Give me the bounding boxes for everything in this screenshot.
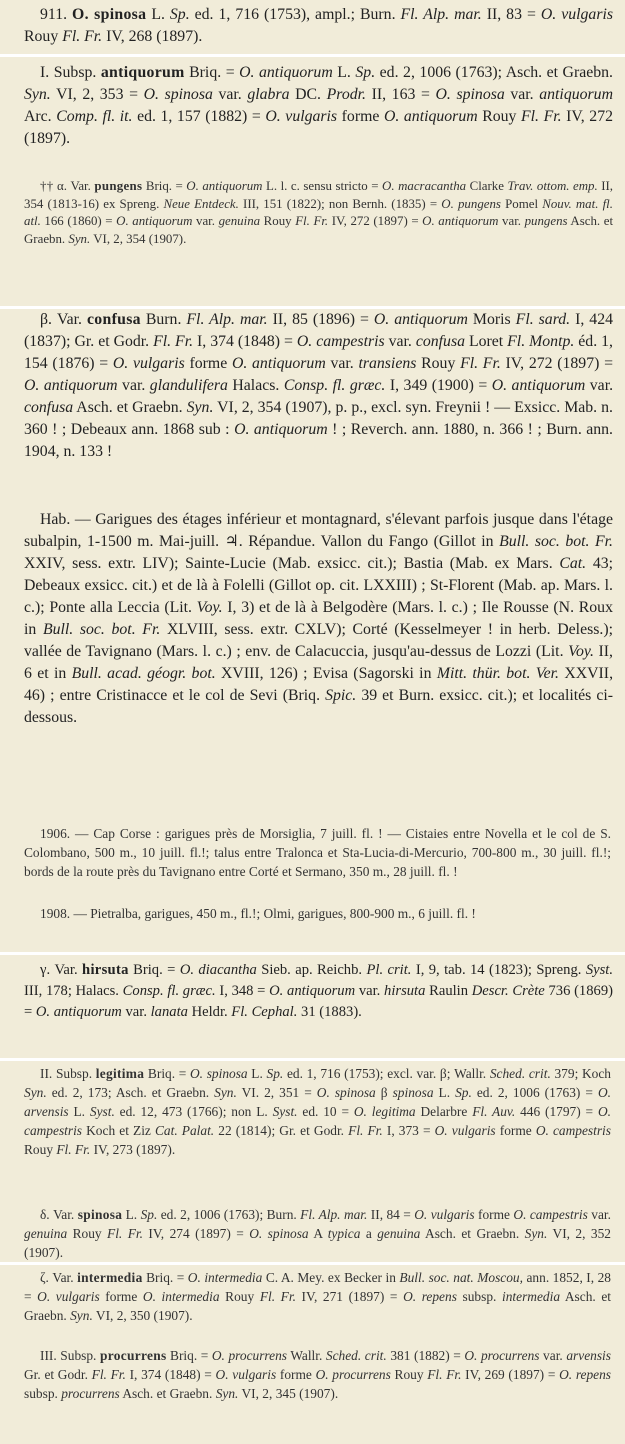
text-run: VI, 2, 350 (1907). [92, 1308, 193, 1323]
italic-citation: Fl. Fr. [427, 1367, 462, 1382]
italic-citation: Fl. Alp. mar. [400, 6, 482, 23]
italic-citation: Pl. crit. [366, 962, 412, 978]
italic-citation: Bull. soc. nat. Moscou, [399, 1270, 523, 1285]
text-run: VI, 2, 354 (1907). [90, 231, 187, 246]
italic-citation: O. pungens [441, 196, 501, 211]
text-run: var. [384, 333, 416, 350]
paragraph [24, 309, 613, 463]
italic-citation: Sp. [140, 1207, 158, 1222]
taxon-name: pungens [94, 179, 143, 193]
italic-citation: Fl. Fr. [62, 28, 103, 45]
text-run: XLVIII, sess. extr. CXLV); Corté (Kesselmeyer ! in herb. Deless.); vallée de Tavignano (Mars. l. c.) ; env. de Calacuccia, jusqu'au-dessus de Lozzi (Lit. [24, 621, 613, 660]
text-run: Asch. et Graebn. [24, 214, 614, 246]
italic-citation: O. procurrens [464, 1348, 540, 1363]
paragraph [24, 824, 611, 881]
text-run: I, 9, tab. 14 (1823); Spreng. [411, 962, 586, 978]
italic-citation: Fl. Fr. [348, 1123, 383, 1138]
text-run: 381 (1882) = [386, 1348, 465, 1363]
italic-citation: Descr. Crète [471, 983, 545, 999]
italic-citation: Fl. Cephal. [231, 1004, 298, 1020]
italic-citation: Bull. acad. géogr. bot. [71, 665, 216, 682]
italic-citation: hirsuta [384, 983, 426, 999]
italic-citation: Fl. Fr. [153, 333, 194, 350]
italic-citation: Syst. [272, 1104, 298, 1119]
text-run: forme [495, 1123, 536, 1138]
italic-citation: Consp. fl. græc. [122, 983, 216, 999]
text-run: éd. 1, 154 (1876) = [24, 333, 613, 372]
text-run: VI. 2, 351 = [236, 1085, 317, 1100]
italic-citation: Sp. [266, 1066, 284, 1081]
italic-citation: confusa [24, 399, 74, 416]
taxon-name: O. spinosa [72, 6, 147, 23]
italic-citation: Bull. soc. bot. Fr. [499, 533, 613, 550]
text-run: L. l. c. sensu stricto = [262, 179, 383, 193]
italic-citation: O. intermedia [142, 1289, 220, 1304]
italic-citation: O. antiquorum [383, 108, 478, 125]
italic-citation: O. procurrens [315, 1367, 391, 1382]
italic-citation: O. campestris [296, 333, 385, 350]
text-run: I, 349 (1900) = [385, 377, 492, 394]
text-run: Asch. et Graebn. [73, 399, 187, 416]
italic-citation: O. macracantha [382, 179, 467, 193]
text-run: II, 84 = [367, 1207, 415, 1222]
text-run: VI, 2, 352 (1907). [24, 1226, 611, 1260]
text-run: Briq. = [144, 1066, 190, 1081]
text-run: Moris [467, 311, 516, 328]
text-run: ed. 1, 716 (1753); excl. var. β; Wallr. [283, 1066, 490, 1081]
italic-citation: O. antiquorum [239, 64, 333, 81]
divider [0, 952, 625, 955]
italic-citation: lanata [150, 1004, 188, 1020]
text-run: Asch. et Graebn. [420, 1226, 525, 1241]
taxon-name: confusa [86, 311, 141, 328]
italic-citation: Syst. [585, 962, 613, 978]
text-run: 911. [40, 6, 73, 23]
var-confusa [0, 309, 625, 463]
text-run: γ. Var. [40, 962, 83, 978]
text-run: II, 354 (1813-16) ex Spreng. [24, 179, 614, 211]
text-run: 31 (1883). [297, 1004, 362, 1020]
text-run: Briq. = [128, 962, 180, 978]
text-run: 1906. — Cap Corse : garigues près de Morsiglia, 7 juill. fl. ! — Cistaies entre Novella et le col de S. Colombano, 500 m., 10 juill. fl.!; talus entre Tralonca et Sta-Lucia-di-Mercurio, 700-800 m., 30 juill. fl.!; bords de la route près du Tavignano entre Corté et Sermano, 350 m., 28 juill. fl. ! [24, 826, 611, 879]
text-run: III. Subsp. [40, 1348, 100, 1363]
text-run: 43; Debeaux exsicc. cit.) et de là à Folelli (Gillot op. cit. LXXIII) ; St-Florent (Mab. ap. Mars. l. c.); Ponte alla Leccia (Lit. [24, 555, 614, 616]
italic-citation: antiquorum [539, 86, 613, 103]
paragraph [24, 1268, 611, 1325]
italic-citation: O. arvensis [24, 1085, 611, 1119]
text-run: L. [433, 1085, 456, 1100]
text-run: L. [247, 1066, 267, 1081]
italic-citation: O. antiquorum [231, 355, 326, 372]
var-spinosa [0, 1205, 625, 1262]
italic-citation: Comp. fl. it. [56, 108, 133, 125]
italic-citation: Neue Entdeck. [163, 196, 239, 211]
text-run: Delarbre [415, 1104, 473, 1119]
italic-citation: Syst. [89, 1104, 115, 1119]
text-run: ζ. Var. [40, 1270, 78, 1285]
text-run: Rouy [67, 1226, 108, 1241]
italic-citation: Syn. [215, 1386, 239, 1401]
paragraph [24, 1346, 611, 1403]
italic-citation: Bull. soc. bot. Fr. [42, 621, 161, 638]
italic-citation: Mitt. thür. bot. Ver. [436, 665, 559, 682]
paragraph [24, 178, 613, 248]
text-run: Hab. — Garigues des étages inférieur et montagnard, s'élevant parfois jusque dans l'étage subalpin, 1-1500 m. Mai-juill. ♃. Répandue. Vallon du Fango (Gillot in [24, 511, 613, 550]
text-run: I, 374 (1848) = [125, 1367, 216, 1382]
taxon-name: procurrens [99, 1348, 167, 1363]
italic-citation: intermedia [502, 1289, 561, 1304]
text-run: Sieb. ap. Reichb. [256, 962, 367, 978]
text-run: IV, 272 (1897) = [328, 214, 423, 228]
text-run: var. [355, 983, 385, 999]
italic-citation: O. intermedia [187, 1270, 263, 1285]
italic-citation: Syn. [68, 231, 91, 246]
text-run: ed. 12, 473 (1766); non L. [114, 1104, 273, 1119]
text-run: Burn. [140, 311, 187, 328]
italic-citation: Fl. Fr. [295, 214, 329, 228]
italic-citation: Fl. Auv. [472, 1104, 516, 1119]
italic-citation: O. repens [403, 1289, 457, 1304]
text-run: C. A. Mey. ex Becker in [262, 1270, 400, 1285]
text-run: forme [99, 1289, 143, 1304]
italic-citation: Syn. [24, 86, 51, 103]
italic-citation: pungens [524, 214, 568, 228]
italic-citation: Syn. [70, 1308, 93, 1323]
italic-citation: O. campestris [535, 1123, 611, 1138]
subsp-legitima [0, 1064, 625, 1159]
italic-citation: Voy. [568, 643, 594, 660]
italic-citation: O. campestris [24, 1104, 611, 1138]
text-run: var. [117, 377, 150, 394]
italic-citation: O. vulgaris [540, 6, 613, 23]
italic-citation: transiens [358, 355, 417, 372]
text-run: L. [146, 6, 170, 23]
text-run: IV, 272 (1897) = [500, 355, 613, 372]
paragraph [24, 1205, 611, 1262]
paragraph [24, 509, 613, 729]
text-run: 22 (1814); Gr. et Godr. [214, 1123, 349, 1138]
text-run: subsp. [456, 1289, 502, 1304]
text-run: δ. Var. [40, 1207, 78, 1222]
italic-citation: Fl. sard. [515, 311, 571, 328]
text-run: ed. 2, 1006 (1763); Burn. [157, 1207, 301, 1222]
paragraph [24, 4, 613, 48]
italic-citation: O. diacantha [179, 962, 257, 978]
italic-citation: O. spinosa [316, 1085, 376, 1100]
text-run: Halacs. [227, 377, 284, 394]
record-1906 [0, 824, 625, 881]
text-run: 446 (1797) = [515, 1104, 598, 1119]
text-run: L. [332, 64, 356, 81]
text-run: II, 83 = [481, 6, 541, 23]
text-run: Raulin [425, 983, 472, 999]
italic-citation: Fl. Fr. [56, 1142, 91, 1157]
text-run: var. [585, 377, 614, 394]
italic-citation: O. campestris [513, 1207, 588, 1222]
italic-citation: O. spinosa [190, 1066, 248, 1081]
text-run: Rouy [219, 1289, 260, 1304]
subsp-procurrens [0, 1346, 625, 1403]
italic-citation: O. vulgaris [215, 1367, 277, 1382]
italic-citation: Syn. [24, 1085, 47, 1100]
text-run: Briq. = [142, 179, 187, 193]
text-run: β [375, 1085, 393, 1100]
taxon-name: spinosa [77, 1207, 123, 1222]
italic-citation: Syn. [186, 399, 214, 416]
text-run: II. Subsp. [40, 1066, 96, 1081]
text-run: var. [498, 214, 525, 228]
text-run: var. [121, 1004, 151, 1020]
italic-citation: Cat. Palat. [154, 1123, 215, 1138]
italic-citation: confusa [415, 333, 465, 350]
italic-citation: glandulifera [149, 377, 228, 394]
italic-citation: Sched. crit. [325, 1348, 387, 1363]
italic-citation: glabra [247, 86, 290, 103]
var-hirsuta [0, 960, 625, 1023]
italic-citation: Trav. ottom. emp. [507, 179, 598, 193]
italic-citation: O. legitima [353, 1104, 416, 1119]
italic-citation: Syn. [214, 1085, 237, 1100]
text-run: var. [504, 86, 540, 103]
italic-citation: O. spinosa [435, 86, 505, 103]
text-run: VI, 2, 345 (1907). [238, 1386, 339, 1401]
italic-citation: Spic. [325, 687, 357, 704]
italic-citation: O. vulgaris [112, 355, 185, 372]
var-pungens [0, 178, 625, 248]
text-run: var. [192, 214, 219, 228]
italic-citation: typica [327, 1226, 361, 1241]
text-run: XVIII, 126) ; Evisa (Sagorski in [215, 665, 437, 682]
text-run: var. [539, 1348, 567, 1363]
text-run: ! ; Reverch. ann. 1880, n. 366 ! ; Burn. ann. 1904, n. 133 ! [24, 421, 614, 460]
text-run: ann. 1852, I, 28 = [24, 1270, 611, 1304]
text-run: I, 424 (1837); Gr. et Godr. [24, 311, 613, 350]
paragraph [24, 1064, 611, 1159]
text-run: Heldr. [187, 1004, 232, 1020]
taxon-name: antiquorum [100, 64, 185, 81]
italic-citation: O. vulgaris [434, 1123, 496, 1138]
italic-citation: O. antiquorum [186, 179, 263, 193]
italic-citation: O. vulgaris [414, 1207, 475, 1222]
text-run: Rouy [390, 1367, 428, 1382]
text-run: Asch. et Graebn. [24, 1289, 612, 1323]
italic-citation: O. antiquorum [373, 311, 468, 328]
text-run: Rouy [260, 214, 296, 228]
italic-citation: Cat. [559, 555, 587, 572]
text-run: IV, 269 (1897) = [461, 1367, 560, 1382]
text-run: Gr. et Godr. [24, 1367, 92, 1382]
text-run: forme [337, 108, 384, 125]
text-run: Loret [465, 333, 508, 350]
paragraph [24, 960, 613, 1023]
text-run: Rouy [416, 355, 461, 372]
italic-citation: Fl. Fr. [107, 1226, 143, 1241]
italic-citation: O. antiquorum [24, 377, 118, 394]
italic-citation: O. procurrens [211, 1348, 287, 1363]
var-intermedia [0, 1268, 625, 1325]
text-run: subsp. [24, 1386, 62, 1401]
text-run: III, 151 (1822); non Bernh. (1835) = [238, 196, 442, 211]
text-run: 1908. — Pietralba, garigues, 450 m., fl.!; Olmi, garigues, 800-900 m., 6 juill. fl. ! [40, 906, 476, 921]
text-run: var. [212, 86, 248, 103]
record-1908 [0, 904, 625, 923]
italic-citation: O. antiquorum [422, 214, 499, 228]
italic-citation: Sp. [455, 1085, 472, 1100]
italic-citation: Syn. [524, 1226, 548, 1241]
text-run: Wallr. [286, 1348, 326, 1363]
italic-citation: genuina [377, 1226, 421, 1241]
divider [0, 54, 625, 57]
italic-citation: genuina [24, 1226, 68, 1241]
italic-citation: Nouv. mat. fl. atl. [24, 196, 613, 228]
text-run: Briq. = [184, 64, 240, 81]
text-run: XXVII, 46) ; entre Cristinacce et le col de Sevi (Briq. [24, 665, 614, 704]
italic-citation: Prodr. [326, 86, 366, 103]
text-run: I, 348 = [215, 983, 270, 999]
text-run: I. Subsp. [40, 64, 101, 81]
text-run: forme [474, 1207, 514, 1222]
text-run: II, 85 (1896) = [267, 311, 374, 328]
text-run: IV, 268 (1897). [102, 28, 203, 45]
italic-citation: Fl. Fr. [460, 355, 501, 372]
italic-citation: genuina [218, 214, 261, 228]
italic-citation: Fl. Fr. [91, 1367, 126, 1382]
text-run: IV, 272 (1897). [24, 108, 613, 147]
text-run: I, 374 (1848) = [193, 333, 297, 350]
entry-911-heading [0, 4, 625, 48]
italic-citation: O. antiquorum [269, 983, 356, 999]
text-run: VI, 2, 354 (1907), p. p., excl. syn. Freynii ! — Exsicc. Mab. n. 360 ! ; Debeaux ann. 1868 sub : [24, 399, 613, 438]
text-run: var. [587, 1207, 611, 1222]
text-run: Clarke [466, 179, 508, 193]
text-run: 39 et Burn. exsicc. cit.); et localités ci-dessous. [24, 687, 613, 726]
divider [0, 1058, 625, 1061]
text-run: ed. 2, 1006 (1763) = [471, 1085, 598, 1100]
italic-citation: Fl. Fr. [259, 1289, 296, 1304]
paragraph [24, 62, 613, 150]
text-run: A [308, 1226, 328, 1241]
text-run: Briq. = [142, 1270, 188, 1285]
italic-citation: Fl. Fr. [521, 108, 562, 125]
text-run: β. Var. [40, 311, 87, 328]
text-run: I, 3) et de là à Belgodère (Mars. l. c.) ; Ile Rousse (N. Roux in [24, 599, 613, 638]
italic-citation: O. antiquorum [234, 421, 328, 438]
text-run: a [360, 1226, 378, 1241]
italic-citation: arvensis [566, 1348, 611, 1363]
text-run: forme [276, 1367, 316, 1382]
subsp-antiquorum [0, 62, 625, 150]
text-run: Rouy [477, 108, 522, 125]
italic-citation: Sp. [169, 6, 190, 23]
taxon-name: hirsuta [82, 962, 129, 978]
text-run: 379; Koch [550, 1066, 611, 1081]
text-run: VI, 2, 353 = [50, 86, 144, 103]
italic-citation: O. vulgaris [37, 1289, 100, 1304]
text-run: Pomel [500, 196, 543, 211]
text-run: ed. 2, 1006 (1763); Asch. et Graebn. [375, 64, 613, 81]
italic-citation: procurrens [61, 1386, 120, 1401]
taxon-name: intermedia [77, 1270, 143, 1285]
text-run: DC. [289, 86, 327, 103]
text-run: ed. 1, 716 (1753), ampl.; Burn. [189, 6, 401, 23]
italic-citation: O. spinosa [143, 86, 213, 103]
text-run: ed. 10 = [297, 1104, 354, 1119]
italic-citation: Voy. [196, 599, 223, 616]
text-run: III, 178; Halacs. [24, 983, 123, 999]
italic-citation: O. spinosa [249, 1226, 309, 1241]
taxon-name: legitima [95, 1066, 145, 1081]
italic-citation: Sched. crit. [489, 1066, 551, 1081]
italic-citation: Fl. Alp. mar. [300, 1207, 368, 1222]
habitat-paragraph [0, 509, 625, 729]
italic-citation: Consp. fl. græc. [283, 377, 386, 394]
text-run: forme [184, 355, 232, 372]
text-run: Rouy [24, 1142, 57, 1157]
italic-citation: O. antiquorum [491, 377, 586, 394]
text-run: IV, 273 (1897). [90, 1142, 176, 1157]
italic-citation: spinosa [392, 1085, 434, 1100]
text-run: L. [68, 1104, 90, 1119]
italic-citation: O. antiquorum [35, 1004, 122, 1020]
divider [0, 1262, 625, 1265]
italic-citation: O. repens [559, 1367, 612, 1382]
text-run: II, 6 et in [24, 643, 613, 682]
text-run: I, 373 = [382, 1123, 435, 1138]
italic-citation: O. vulgaris [265, 108, 338, 125]
text-run: ed. 1, 157 (1882) = [132, 108, 266, 125]
italic-citation: Sp. [355, 64, 376, 81]
italic-citation: Fl. Alp. mar. [186, 311, 268, 328]
text-run: ed. 2, 173; Asch. et Graebn. [46, 1085, 215, 1100]
text-run: XXIV, sess. extr. LIV); Sainte-Lucie (Mab. exsicc. cit.); Bastia (Mab. ex Mars. [24, 555, 560, 572]
paragraph [24, 904, 611, 923]
italic-citation: Fl. Montp. [507, 333, 575, 350]
italic-citation: O. antiquorum [116, 214, 193, 228]
text-run: Rouy [24, 28, 63, 45]
text-run: IV, 271 (1897) = [295, 1289, 404, 1304]
text-run: 736 (1869) = [24, 983, 613, 1020]
text-run: †† α. Var. [40, 179, 95, 193]
text-run: IV, 274 (1897) = [142, 1226, 250, 1241]
text-run: Briq. = [166, 1348, 212, 1363]
text-run: II, 163 = [365, 86, 436, 103]
text-run: Arc. [24, 108, 57, 125]
text-run: 166 (1860) = [40, 214, 117, 228]
text-run: Asch. et Graebn. [119, 1386, 216, 1401]
text-run: var. [325, 355, 359, 372]
text-run: L. [122, 1207, 141, 1222]
text-run: Koch et Ziz [82, 1123, 155, 1138]
